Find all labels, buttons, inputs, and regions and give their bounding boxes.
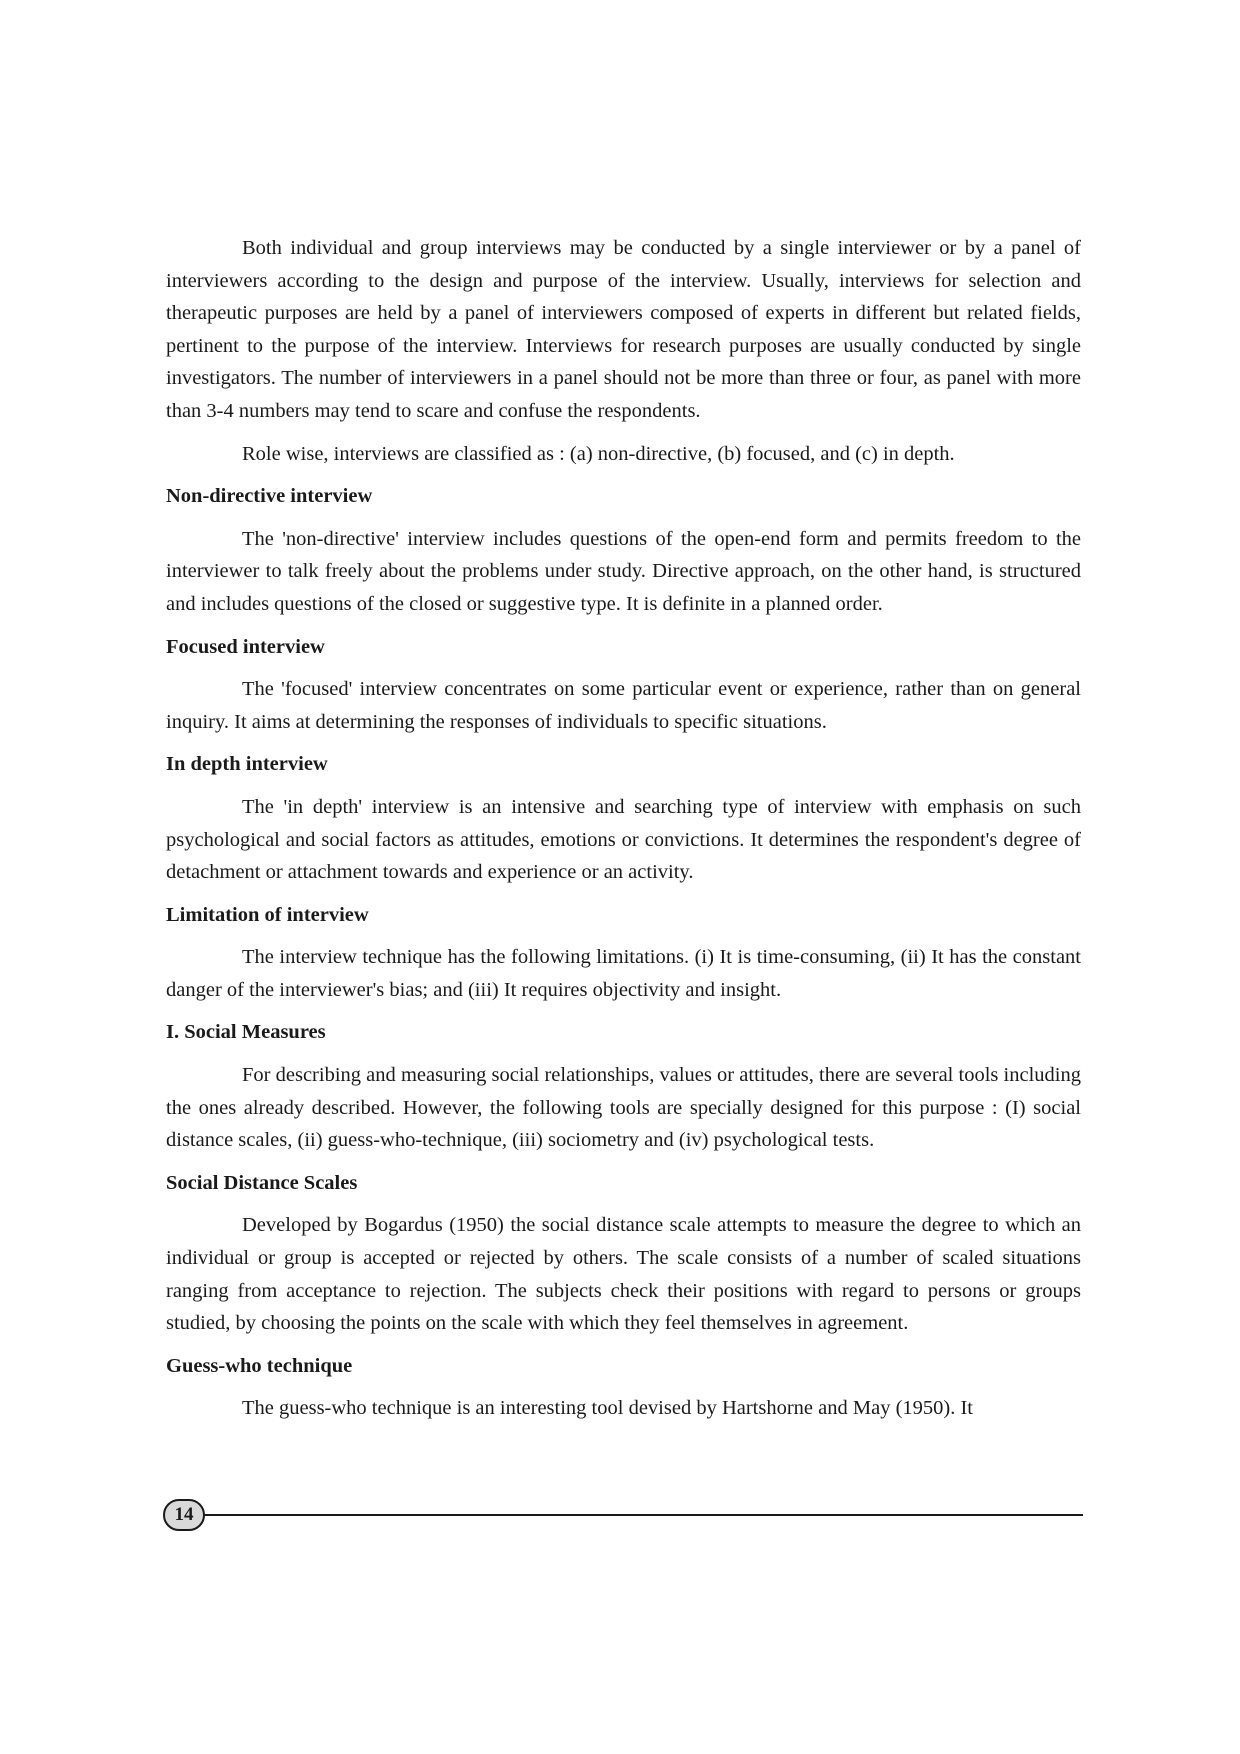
paragraph-focused: The 'focused' interview concentrates on some particular event or experience, rather than on general inquiry. It aims at determining the responses of individuals to specific situations.: [166, 678, 1081, 733]
paragraph-limitations: The interview technique has the following limitations. (i) It is time-consuming, (ii) It has the constant danger of the interviewer's bias; and (iii) It requires objectivity and insight.: [166, 946, 1081, 1001]
paragraph-social-distance: Developed by Bogardus (1950) the social distance scale attempts to measure the degree to which an individual or group is accepted or rejected by others. The scale consists of a number of scaled situations ranging from acceptance to rejection. The subjects check their positions with regard to persons or groups studied, by choosing the points on the scale with which they feel themselves in agreement.: [166, 1214, 1081, 1335]
heading-social-distance-scales: Social Distance Scales: [166, 1171, 358, 1194]
heading-in-depth-interview: In depth interview: [166, 753, 328, 776]
paragraph-social-measures: For describing and measuring social relationships, values or attitudes, there are several tools including the ones already described. However, the following tools are specially designed for this purpose : (I) social distance scales, (ii) guess-who-technique, (iii) sociometry and (iv) psychological tests.: [166, 1064, 1081, 1152]
paragraph-role-classification: Role wise, interviews are classified as : (a) non-directive, (b) focused, and (c) in depth.: [242, 442, 955, 465]
footer-divider: [203, 1514, 1083, 1516]
paragraph-guess-who: The guess-who technique is an interesting tool devised by Hartshorne and May (1950). It: [242, 1397, 973, 1420]
paragraph-panel-interviews: Both individual and group interviews may be conducted by a single interviewer or by a panel of interviewers according to the design and purpose of the interview. Usually, interviews for selection and therapeutic purposes are held by a panel of interviewers composed of experts in different but related fields, pertinent to the purpose of the interview. Interviews for research purposes are usually conducted by single investigators. The number of interviewers in a panel should not be more than three or four, as panel with more than 3-4 numbers may tend to scare and confuse the respondents.: [166, 237, 1081, 422]
page-body: [166, 232, 1081, 1435]
heading-limitation-of-interview: Limitation of interview: [166, 903, 369, 926]
heading-guess-who-technique: Guess-who technique: [166, 1354, 353, 1377]
heading-focused-interview: Focused interview: [166, 635, 325, 658]
heading-non-directive-interview: Non-directive interview: [166, 485, 373, 508]
page-footer: [163, 1499, 1083, 1533]
paragraph-in-depth: The 'in depth' interview is an intensive and searching type of interview with emphasis on such psychological and social factors as attitudes, emotions or convictions. It determines the respondent's degree of detachment or attachment towards and experience or an activity.: [166, 795, 1081, 884]
heading-social-measures: I. Social Measures: [166, 1021, 326, 1044]
paragraph-non-directive: The 'non-directive' interview includes questions of the open-end form and permits freedom to the interviewer to talk freely about the problems under study. Directive approach, on the other hand, is structured and includes questions of the closed or suggestive type. It is definite in a planned order.: [166, 527, 1081, 615]
page-number-badge: 14: [163, 1499, 205, 1531]
